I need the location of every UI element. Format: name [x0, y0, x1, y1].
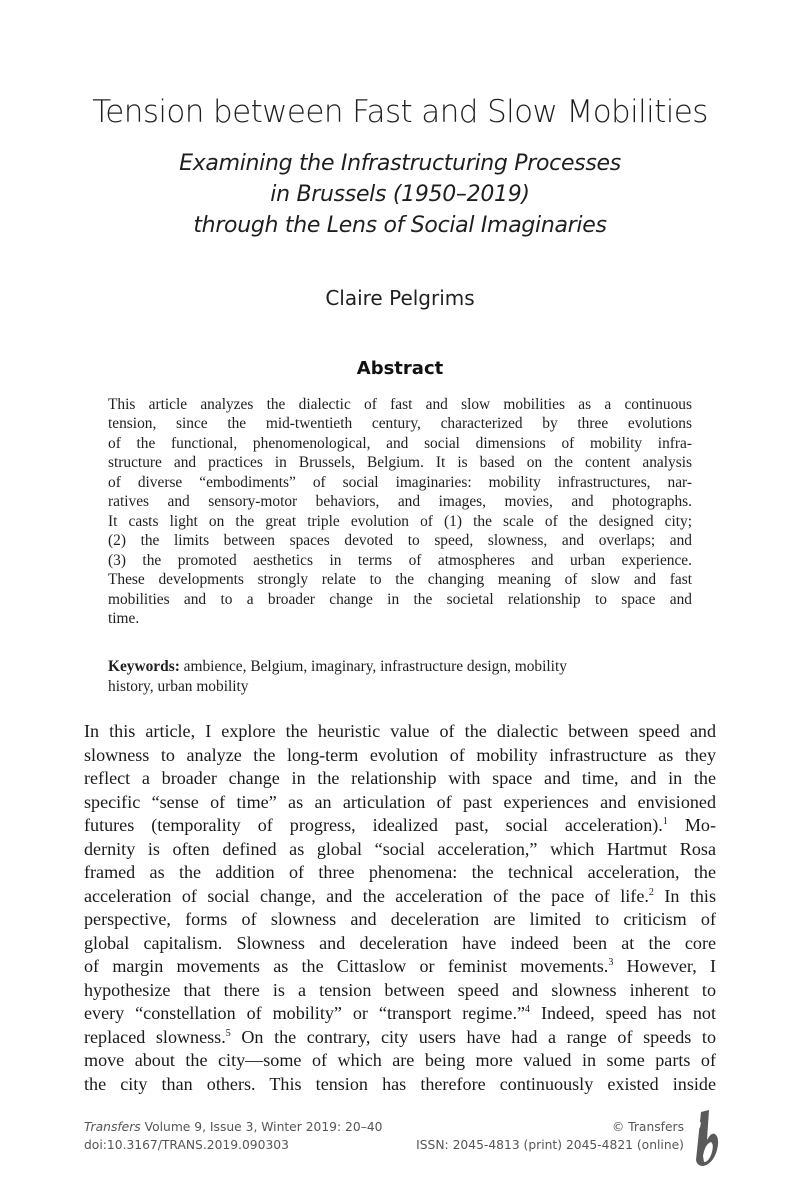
body-line: global capitalism. Slowness and deceleration have indeed been at the core [84, 932, 716, 953]
abstract-line: of diverse “embodiments” of social imaginaries: mobility infrastructures, nar- [108, 473, 692, 491]
body-line: hypothesize that there is a tension between speed and slowness inherent to [84, 979, 716, 1000]
footnote-marker[interactable]: 4 [525, 1004, 530, 1015]
abstract-line: structure and practices in Brussels, Belgium. It is based on the content analysis [108, 454, 692, 472]
body-line: specific “sense of time” as an articulation of past experiences and envisioned [84, 791, 716, 812]
keywords-list: ambience, Belgium, imaginary, infrastructure design, mobility [179, 658, 567, 675]
article-title: Tension between Fast and Slow Mobilities [92, 94, 708, 130]
body-line: reflect a broader change in the relationship with space and time, and in the [84, 768, 716, 788]
body-line-text: Indeed, speed has not [530, 1003, 716, 1023]
footer-doi: doi:10.3167/TRANS.2019.090303 [84, 1138, 289, 1152]
footnote-marker[interactable]: 3 [608, 957, 614, 968]
abstract-line: These developments strongly relate to the changing meaning of slow and fast [108, 571, 692, 589]
body-line: move about the city—some of which are being more valued in some parts of [84, 1050, 716, 1070]
abstract-line: It casts light on the great triple evolution of (1) the scale of the designed city; [108, 512, 692, 530]
footer-citation [84, 1118, 383, 1136]
body-line-text: Mo- [667, 815, 716, 835]
author-name: Claire Pelgrims [325, 286, 475, 310]
body-line: dernity is often defined as global “social acceleration,” which Hartmut Rosa [84, 838, 716, 859]
abstract-line: (2) the limits between spaces devoted to speed, slowness, and overlaps; and [108, 532, 692, 550]
body-line [84, 814, 716, 838]
body-line [84, 885, 716, 909]
abstract-line: ratives and sensory-motor behaviors, and images, movies, and photographs. [108, 493, 692, 511]
abstract-line: This article analyzes the dialectic of fast and slow mobilities as a continuous [108, 396, 692, 413]
article-subtitle [0, 148, 800, 241]
subtitle-line: in Brussels (1950–2019) [270, 182, 530, 207]
berghahn-b-logo-icon [693, 1110, 719, 1166]
body-line-text: acceleration of social change, and the acceleration of the pace of life. [84, 885, 649, 906]
journal-name: Transfers [84, 1120, 141, 1134]
body-line-text: every “constellation of mobility” or “transport regime.” [84, 1003, 525, 1023]
footnote-marker[interactable]: 2 [648, 886, 654, 898]
body-line [84, 955, 716, 979]
footnote-marker[interactable]: 5 [225, 1027, 231, 1039]
subtitle-line: through the Lens of Social Imaginaries [193, 213, 607, 238]
abstract-line: tension, since the mid-twentieth century, characterized by three evolutions [108, 415, 692, 433]
abstract-line: of the functional, phenomenological, and social dimensions of mobility infra- [108, 434, 692, 452]
abstract-line: (3) the promoted aesthetics in terms of atmospheres and urban experience. [108, 551, 692, 569]
footer-copyright: © Transfers [611, 1120, 684, 1134]
body-line [84, 1026, 716, 1050]
abstract-line: time. [108, 609, 140, 627]
body-line-text: of margin movements as the Cittaslow or feminist movements. [84, 956, 609, 976]
body-line: perspective, forms of slowness and deceleration are limited to criticism of [84, 909, 716, 929]
keywords-line [108, 657, 692, 677]
abstract-text [108, 395, 692, 628]
body-line-text: In this [653, 885, 716, 906]
body-line: In this article, I explore the heuristic value of the dialectic between speed and [84, 721, 716, 741]
keywords-line: history, urban mobility [108, 678, 249, 695]
body-line: framed as the addition of three phenomena: the technical acceleration, the [84, 862, 716, 882]
abstract-heading: Abstract [356, 358, 444, 379]
journal-issue: Volume 9, Issue 3, Winter 2019: 20–40 [140, 1120, 383, 1134]
body-line: slowness to analyze the long-term evolution of mobility infrastructure as they [84, 744, 716, 765]
abstract-line: mobilities and to a broader change in the societal relationship to space and [108, 590, 692, 608]
subtitle-line: Examining the Infrastructuring Processes [179, 151, 621, 176]
body-line: the city than others. This tension has therefore continuously existed inside [84, 1073, 716, 1094]
body-line-text: On the contrary, city users have had a range of speeds to [230, 1026, 716, 1047]
body-text [84, 720, 716, 1096]
footnote-marker[interactable]: 1 [662, 816, 668, 827]
footer-issn: ISSN: 2045-4813 (print) 2045-4821 (online) [416, 1138, 684, 1152]
body-line [84, 1002, 716, 1026]
body-line-text: However, I [613, 956, 716, 976]
body-line-text: futures (temporality of progress, idealized past, social acceleration). [84, 815, 663, 835]
body-line-text: replaced slowness. [84, 1026, 226, 1047]
keywords [108, 657, 692, 697]
keywords-label: Keywords: [108, 658, 180, 675]
